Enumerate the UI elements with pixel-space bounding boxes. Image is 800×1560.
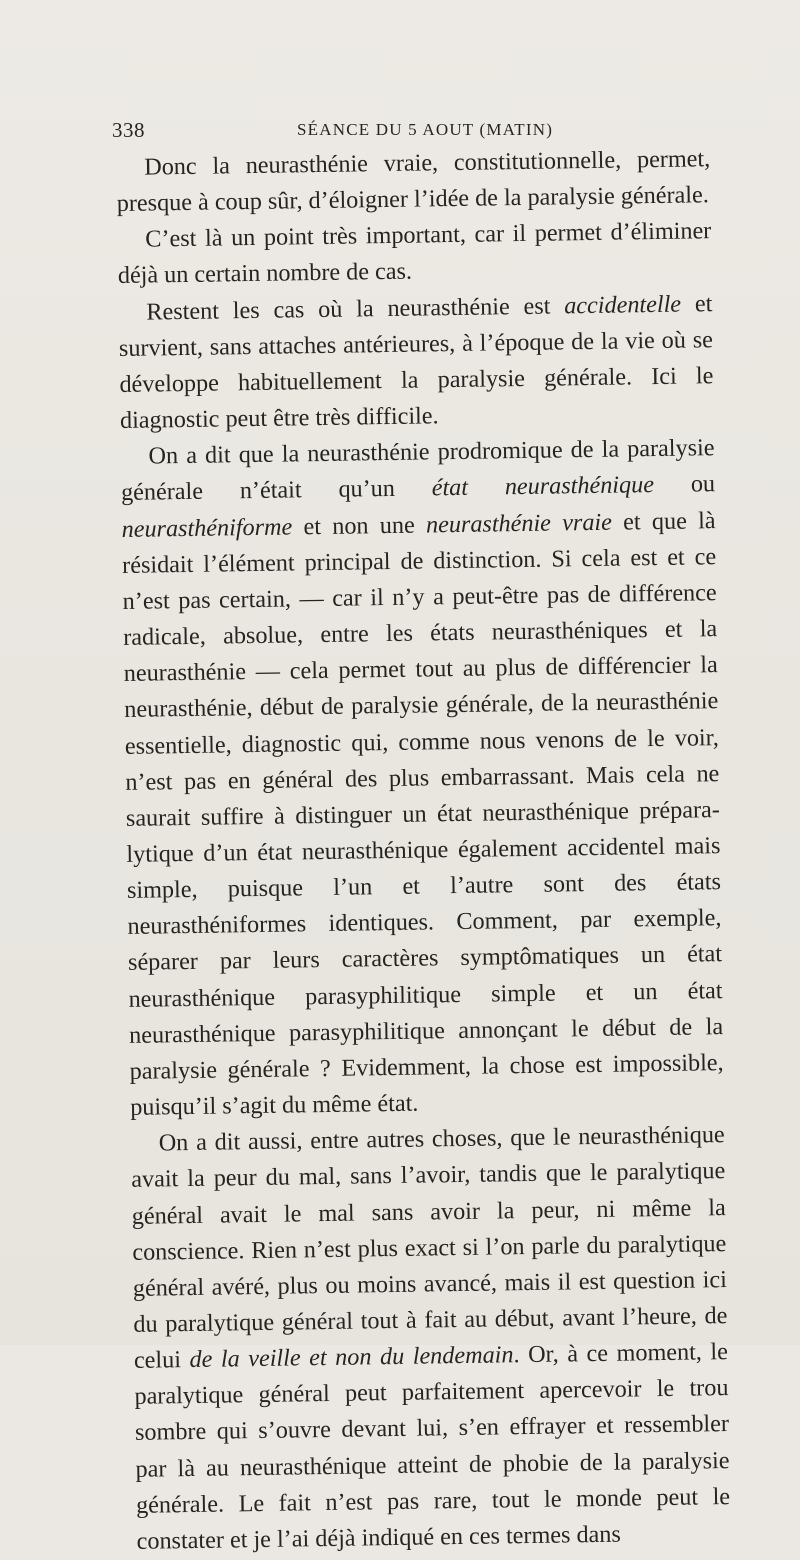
paragraph [118, 286, 714, 439]
text-run: et non une [292, 511, 427, 540]
page-number: 338 [112, 118, 145, 142]
text-run: Donc la neurasthénie vraie, constitutionnelle, permet, presque à coup sûr, d’éloigner l’idée de la paralysie générale. [116, 145, 711, 218]
text-run: ou [653, 470, 716, 499]
paragraph [130, 1117, 730, 1560]
text-run: On a dit aussi, entre autres choses, que le neurasthénique avait la peur du mal, sans l’avoir, tandis que le paralytique général avait le mal sans avoir la peur, ni même la conscience. Rien n’est plus exact si l’on parle du paralytique général avéré, plus ou moins avancé, mais il est question ici du paralytique général tout à fait au début, avant l’heure, de celui [131, 1121, 728, 1375]
italic-term: de la veille et non du lendemain [189, 1341, 514, 1374]
italic-term: état neurasthénique [431, 471, 655, 502]
text-run: . Or, à ce moment, le paralytique général peut parfaitement apercevoir le trou sombre qui s’ouvre devant lui, s’en effrayer et ressembler par là au neurasthénique atteint de phobie de la paralysie générale. Le fait n’est pas rare, tout le monde peut le constater et je l’ai déjà indiqué en ces termes dans [134, 1338, 731, 1555]
paragraph [116, 141, 711, 222]
text-run: Restent les cas où la neurasthénie est [146, 291, 565, 326]
paragraph [117, 213, 712, 294]
body-text [116, 141, 731, 1560]
paragraph [120, 430, 724, 1126]
italic-term: neurasthénie vraie [425, 508, 613, 539]
text-run: On a dit que la neurasthénie prodromique de la paralysie générale n’était qu’un [120, 434, 715, 507]
text-run: et que là résidait l’élément principal de distinction. Si cela est et ce n’est pas certain, — car il n’y a peut-être pas de différence radicale, absolue, entre les états neurasthéniques et la neurasthénie — cela permet tout au plus de différencier la neurasthénie, début de paralysie générale, de la neurasthénie essentielle, diagnostic qui, comme nous venons de le voir, n’est pas en général des plus embarrassant. Mais cela ne saurait suffire à distinguer un état neurasthénique prépara-lytique d’un état neurasthénique également accidentel mais simple, puisque l’un et l’autre sont des états neurasthéniformes identiques. Comment, par exemple, séparer par leurs caractères symptômatiques un état neurasthénique parasyphilitique simple et un état neurasthénique parasyphilitique annonçant le début de la paralysie générale ? Evidemment, la chose est impossible, puisqu’il s’agit du même état. [121, 506, 724, 1121]
italic-term: accidentelle [564, 290, 682, 319]
running-head: SÉANCE DU 5 AOUT (MATIN) [297, 120, 554, 139]
text-run: C’est là un point très important, car il permet d’éliminer déjà un certain nombre de cas. [117, 217, 712, 290]
italic-term: neurasthéniforme [121, 512, 293, 543]
text-run: et survient, sans attaches antérieures, à l’époque de la vie où se développe habituellement la paralysie générale. Ici le diagnostic peut être très difficile. [118, 289, 714, 435]
